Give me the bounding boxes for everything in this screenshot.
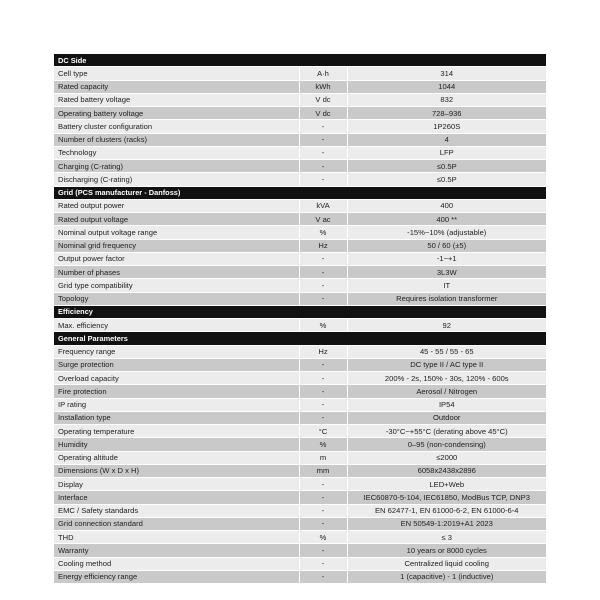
row-value: 4 bbox=[347, 133, 546, 146]
row-value: 1P260S bbox=[347, 120, 546, 133]
row-label: Number of clusters (racks) bbox=[54, 133, 299, 146]
row-value: ≤ 3 bbox=[347, 531, 546, 544]
row-label: Battery cluster configuration bbox=[54, 120, 299, 133]
row-label: Interface bbox=[54, 491, 299, 504]
table-row bbox=[54, 345, 546, 358]
row-value: 400 ** bbox=[347, 213, 546, 226]
table-row bbox=[54, 491, 546, 504]
row-value: IEC60870-5-104, IEC61850, ModBus TCP, DNP3 bbox=[347, 491, 546, 504]
row-label: IP rating bbox=[54, 398, 299, 411]
row-unit: - bbox=[299, 252, 347, 265]
row-unit: - bbox=[299, 398, 347, 411]
row-value: IT bbox=[347, 279, 546, 292]
row-unit: % bbox=[299, 226, 347, 239]
row-label: Nominal output voltage range bbox=[54, 226, 299, 239]
row-label: Operating battery voltage bbox=[54, 107, 299, 120]
table-row bbox=[54, 531, 546, 544]
section-title: General Parameters bbox=[54, 332, 546, 345]
row-unit: A·h bbox=[299, 67, 347, 80]
row-label: Operating altitude bbox=[54, 451, 299, 464]
row-unit: mm bbox=[299, 464, 347, 477]
row-label: Warranty bbox=[54, 544, 299, 557]
table-row bbox=[54, 504, 546, 517]
row-value: -1~+1 bbox=[347, 252, 546, 265]
table-row bbox=[54, 358, 546, 371]
row-unit: - bbox=[299, 504, 347, 517]
row-value: 200% - 2s, 150% - 30s, 120% - 600s bbox=[347, 372, 546, 385]
table-row bbox=[54, 239, 546, 252]
table-row bbox=[54, 226, 546, 239]
row-unit: kWh bbox=[299, 80, 347, 93]
row-value: LFP bbox=[347, 146, 546, 159]
row-label: Nominal grid frequency bbox=[54, 239, 299, 252]
row-label: Frequency range bbox=[54, 345, 299, 358]
row-unit: - bbox=[299, 133, 347, 146]
row-label: Fire protection bbox=[54, 385, 299, 398]
table-row bbox=[54, 173, 546, 186]
row-label: Output power factor bbox=[54, 252, 299, 265]
row-unit: V ac bbox=[299, 213, 347, 226]
row-value: 400 bbox=[347, 199, 546, 212]
row-value: EN 50549-1:2019+A1 2023 bbox=[347, 517, 546, 530]
row-unit: - bbox=[299, 478, 347, 491]
row-unit: - bbox=[299, 372, 347, 385]
table-row bbox=[54, 319, 546, 332]
row-unit: - bbox=[299, 544, 347, 557]
row-label: Display bbox=[54, 478, 299, 491]
table-row bbox=[54, 478, 546, 491]
table-row bbox=[54, 279, 546, 292]
table-row bbox=[54, 93, 546, 106]
row-value: IP54 bbox=[347, 398, 546, 411]
row-label: Discharging (C-rating) bbox=[54, 173, 299, 186]
row-unit: V dc bbox=[299, 93, 347, 106]
row-unit: - bbox=[299, 570, 347, 583]
row-unit: kVA bbox=[299, 199, 347, 212]
table-row bbox=[54, 398, 546, 411]
table-row bbox=[54, 199, 546, 212]
table-row bbox=[54, 372, 546, 385]
row-value: -15%~10% (adjustable) bbox=[347, 226, 546, 239]
row-unit: - bbox=[299, 292, 347, 305]
row-value: 1 (capacitive) - 1 (inductive) bbox=[347, 570, 546, 583]
table-row bbox=[54, 266, 546, 279]
row-value: 728–936 bbox=[347, 107, 546, 120]
row-value: Outdoor bbox=[347, 411, 546, 424]
row-unit: - bbox=[299, 266, 347, 279]
row-value: ≤0.5P bbox=[347, 173, 546, 186]
row-unit: - bbox=[299, 385, 347, 398]
table-row bbox=[54, 120, 546, 133]
spec-sheet bbox=[54, 54, 546, 584]
row-unit: Hz bbox=[299, 239, 347, 252]
row-unit: % bbox=[299, 531, 347, 544]
row-unit: - bbox=[299, 358, 347, 371]
table-row bbox=[54, 213, 546, 226]
row-value: Aerosol / Nitrogen bbox=[347, 385, 546, 398]
row-value: ≤2000 bbox=[347, 451, 546, 464]
section-title: Grid (PCS manufacturer - Danfoss) bbox=[54, 186, 546, 199]
row-value: 0–95 (non-condensing) bbox=[347, 438, 546, 451]
row-value: LED+Web bbox=[347, 478, 546, 491]
row-unit: Hz bbox=[299, 345, 347, 358]
row-value: Requires isolation transformer bbox=[347, 292, 546, 305]
section-header bbox=[54, 305, 546, 318]
table-row bbox=[54, 146, 546, 159]
row-unit: % bbox=[299, 438, 347, 451]
table-row bbox=[54, 80, 546, 93]
row-label: Number of phases bbox=[54, 266, 299, 279]
row-value: 45 - 55 / 55 - 65 bbox=[347, 345, 546, 358]
row-label: THD bbox=[54, 531, 299, 544]
row-label: Surge protection bbox=[54, 358, 299, 371]
row-value: DC type II / AC type II bbox=[347, 358, 546, 371]
row-label: Charging (C-rating) bbox=[54, 160, 299, 173]
table-row bbox=[54, 438, 546, 451]
row-label: Overload capacity bbox=[54, 372, 299, 385]
row-label: Installation type bbox=[54, 411, 299, 424]
row-value: EN 62477-1, EN 61000-6-2, EN 61000-6-4 bbox=[347, 504, 546, 517]
row-unit: - bbox=[299, 411, 347, 424]
table-row bbox=[54, 252, 546, 265]
section-title: Efficiency bbox=[54, 305, 546, 318]
row-unit: V dc bbox=[299, 107, 347, 120]
table-row bbox=[54, 544, 546, 557]
row-value: 314 bbox=[347, 67, 546, 80]
row-unit: - bbox=[299, 146, 347, 159]
row-unit: °C bbox=[299, 425, 347, 438]
section-header bbox=[54, 332, 546, 345]
row-value: 832 bbox=[347, 93, 546, 106]
table-row bbox=[54, 425, 546, 438]
row-unit: - bbox=[299, 120, 347, 133]
row-label: Energy efficiency range bbox=[54, 570, 299, 583]
spec-table-body bbox=[54, 54, 546, 584]
table-row bbox=[54, 517, 546, 530]
row-value: ≤0.5P bbox=[347, 160, 546, 173]
row-label: Dimensions (W x D x H) bbox=[54, 464, 299, 477]
row-unit: - bbox=[299, 160, 347, 173]
section-header bbox=[54, 186, 546, 199]
row-label: Rated battery voltage bbox=[54, 93, 299, 106]
row-label: Rated capacity bbox=[54, 80, 299, 93]
row-unit: - bbox=[299, 517, 347, 530]
row-label: EMC / Safety standards bbox=[54, 504, 299, 517]
row-value: 50 / 60 (±5) bbox=[347, 239, 546, 252]
table-row bbox=[54, 160, 546, 173]
row-label: Grid type compatibility bbox=[54, 279, 299, 292]
spec-table bbox=[54, 54, 546, 584]
section-header bbox=[54, 54, 546, 67]
row-value: 6058x2438x2896 bbox=[347, 464, 546, 477]
table-row bbox=[54, 464, 546, 477]
table-row bbox=[54, 385, 546, 398]
row-label: Max. efficiency bbox=[54, 319, 299, 332]
row-unit: m bbox=[299, 451, 347, 464]
row-value: 1044 bbox=[347, 80, 546, 93]
row-label: Humidity bbox=[54, 438, 299, 451]
table-row bbox=[54, 107, 546, 120]
table-row bbox=[54, 570, 546, 583]
table-row bbox=[54, 133, 546, 146]
row-value: 92 bbox=[347, 319, 546, 332]
row-unit: % bbox=[299, 319, 347, 332]
row-label: Grid connection standard bbox=[54, 517, 299, 530]
row-label: Rated output voltage bbox=[54, 213, 299, 226]
row-unit: - bbox=[299, 557, 347, 570]
row-label: Topology bbox=[54, 292, 299, 305]
table-row bbox=[54, 67, 546, 80]
row-value: 3L3W bbox=[347, 266, 546, 279]
row-label: Cooling method bbox=[54, 557, 299, 570]
row-label: Operating temperature bbox=[54, 425, 299, 438]
row-unit: - bbox=[299, 491, 347, 504]
row-label: Rated output power bbox=[54, 199, 299, 212]
table-row bbox=[54, 411, 546, 424]
row-value: Centralized liquid cooling bbox=[347, 557, 546, 570]
section-title: DC Side bbox=[54, 54, 546, 67]
row-label: Technology bbox=[54, 146, 299, 159]
table-row bbox=[54, 557, 546, 570]
table-row bbox=[54, 451, 546, 464]
row-value: 10 years or 8000 cycles bbox=[347, 544, 546, 557]
row-label: Cell type bbox=[54, 67, 299, 80]
row-unit: - bbox=[299, 279, 347, 292]
row-value: -30°C~+55°C (derating above 45°C) bbox=[347, 425, 546, 438]
row-unit: - bbox=[299, 173, 347, 186]
table-row bbox=[54, 292, 546, 305]
